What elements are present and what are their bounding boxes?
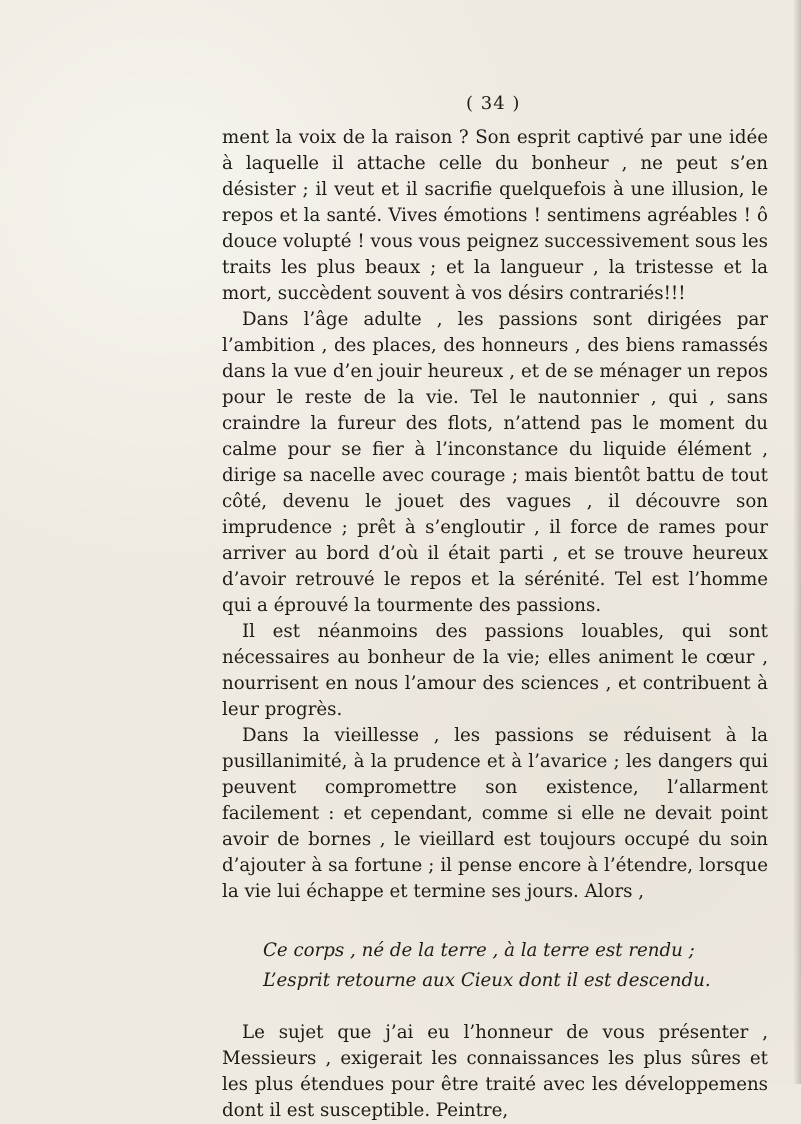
paragraph-continued: ment la voix de la raison ? Son esprit captivé par une idée à laquelle il attache celle du bonheur , ne peut s’en désister ; il veut et il sacrifie quelquefois à une illusion, le repos et la santé. Vives émotions ! sentimens agréables ! ô douce volupté ! vous vous peignez successivement sous les traits les plus beaux ; et la langueur , la tristesse et la mort, succèdent souvent à vos désirs contrariés!!! (222, 127, 768, 304)
verse-line-1: Ce corps , né de la terre , à la terre est rendu ; (263, 940, 695, 961)
page-number: ( 34 ) (466, 93, 521, 114)
page-text (222, 125, 768, 1124)
paragraph-laudable-passions: Il est néanmoins des passions louables, qui sont nécessaires au bonheur de la vie; elles animent le cœur , nourrisent en nous l’amour des sciences , et contribuent à leur progrès. (222, 621, 768, 720)
paragraph-old-age: Dans la vieillesse , les passions se réduisent à la pusillanimité, à la prudence et à l’avarice ; les dangers qui peuvent compromettre son existence, l’allarment facilement : et cependant, comme si elle ne devait point avoir de bornes , le vieillard est toujours occupé du soin d’ajouter à sa fortune ; il pense encore à l’étendre, lorsque la vie lui échappe et termine ses jours. Alors , (222, 725, 768, 902)
italic-verse-quote (263, 936, 768, 996)
verse-line-2: L’esprit retourne aux Cieux dont il est descendu. (263, 970, 711, 991)
page-edge-shadow (793, 0, 801, 1084)
paragraph-closing: Le sujet que j’ai eu l’honneur de vous présenter , Messieurs , exigerait les connaissances les plus sûres et les plus étendues pour être traité avec les développemens dont il est susceptible. Peintre, (222, 1022, 768, 1121)
paragraph-adult-age: Dans l’âge adulte , les passions sont dirigées par l’ambition , des places, des honneurs , des biens ramassés dans la vue d’en jouir heureux , et de se ménager un repos pour le reste de la vie. Tel le nautonnier , qui , sans craindre la fureur des flots, n’attend pas le moment du calme pour se fier à l’inconstance du liquide élément , dirige sa nacelle avec courage ; mais bientôt battu de tout côté, devenu le jouet des vagues , il découvre son imprudence ; prêt à s’engloutir , il force de rames pour arriver au bord d’où il était parti , et se trouve heureux d’avoir retrouvé le repos et la sérénité. Tel est l’homme qui a éprouvé la tourmente des passions. (222, 309, 768, 616)
